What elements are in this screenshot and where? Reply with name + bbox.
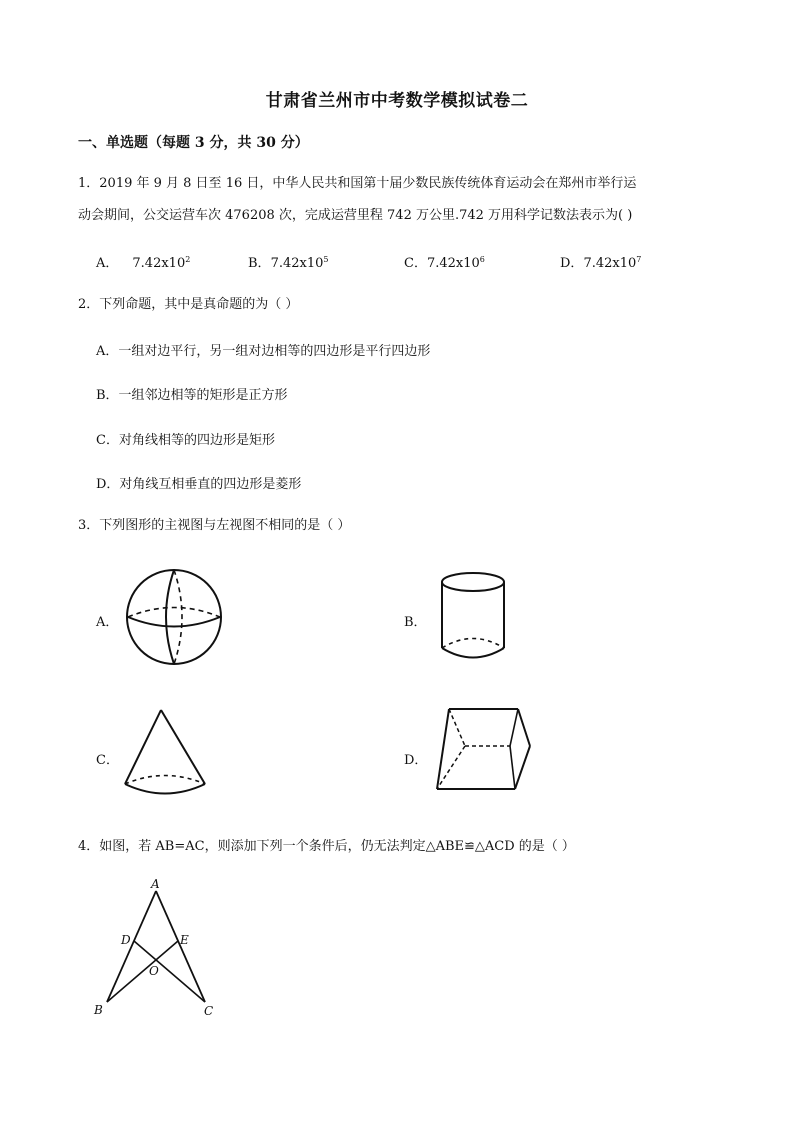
q2-option-d[interactable]: D．对角线互相垂直的四边形是菱形	[96, 477, 302, 492]
q2-option-a[interactable]: A．一组对边平行，另一组对边相等的四边形是平行四边形	[96, 344, 431, 359]
option-exponent: 6	[479, 255, 485, 264]
option-label: C．	[404, 256, 427, 271]
q1-option-d[interactable]	[560, 252, 641, 271]
option-label: A．	[96, 256, 119, 271]
sphere-figure	[120, 568, 230, 668]
option-base: 7.42x10	[132, 256, 186, 271]
point-label-a: A	[151, 877, 160, 891]
point-label-e: E	[180, 933, 189, 947]
q3-option-b-label[interactable]: B．	[404, 615, 427, 630]
option-exponent: 7	[636, 255, 642, 264]
option-label: B．	[248, 256, 271, 271]
q3-option-c-label[interactable]: C．	[96, 753, 119, 768]
prism-figure	[432, 704, 532, 800]
q1-option-b[interactable]	[248, 252, 328, 271]
point-label-d: D	[121, 933, 131, 947]
question-3-stem: 3．下列图形的主视图与左视图不相同的是（ ）	[78, 518, 351, 533]
question-4-stem: 4．如图，若 AB=AC，则添加下列一个条件后，仍无法判定△ABE≌△ACD 的是（ ）	[78, 839, 575, 854]
point-label-c: C	[204, 1004, 214, 1018]
q3-option-d-label[interactable]: D．	[404, 753, 428, 768]
option-base: 7.42x10	[583, 256, 637, 271]
page-title: 甘肃省兰州市中考数学模拟试卷二	[265, 91, 529, 111]
q3-option-a-label[interactable]: A．	[96, 615, 119, 630]
q2-option-c[interactable]: C．对角线相等的四边形是矩形	[96, 433, 275, 448]
question-2-stem: 2．下列命题，其中是真命题的为（ ）	[78, 297, 299, 312]
option-label: D．	[560, 256, 584, 271]
point-label-o: O	[149, 964, 159, 978]
option-base: 7.42x10	[426, 256, 480, 271]
option-exponent: 5	[323, 255, 329, 264]
q2-option-b[interactable]: B．一组邻边相等的矩形是正方形	[96, 388, 288, 403]
question-1-line-2: 动会期间，公交运营车次 476208 次，完成运营里程 742 万公里.742 万用科学记数法表示为( )	[78, 208, 633, 223]
q1-option-a[interactable]	[96, 252, 190, 271]
cone-figure	[120, 708, 215, 803]
point-label-b: B	[94, 1003, 103, 1017]
section-heading: 一、单选题（每题 3 分，共 30 分）	[78, 135, 309, 151]
question-1-line-1: 1．2019 年 9 月 8 日至 16 日，中华人民共和国第十届少数民族传统体育运动会在郑州市举行运	[78, 176, 637, 191]
option-exponent: 2	[185, 255, 191, 264]
option-base: 7.42x10	[270, 256, 324, 271]
triangle-figure	[90, 874, 230, 1024]
cylinder-figure	[438, 568, 513, 668]
q1-option-c[interactable]	[404, 252, 485, 271]
